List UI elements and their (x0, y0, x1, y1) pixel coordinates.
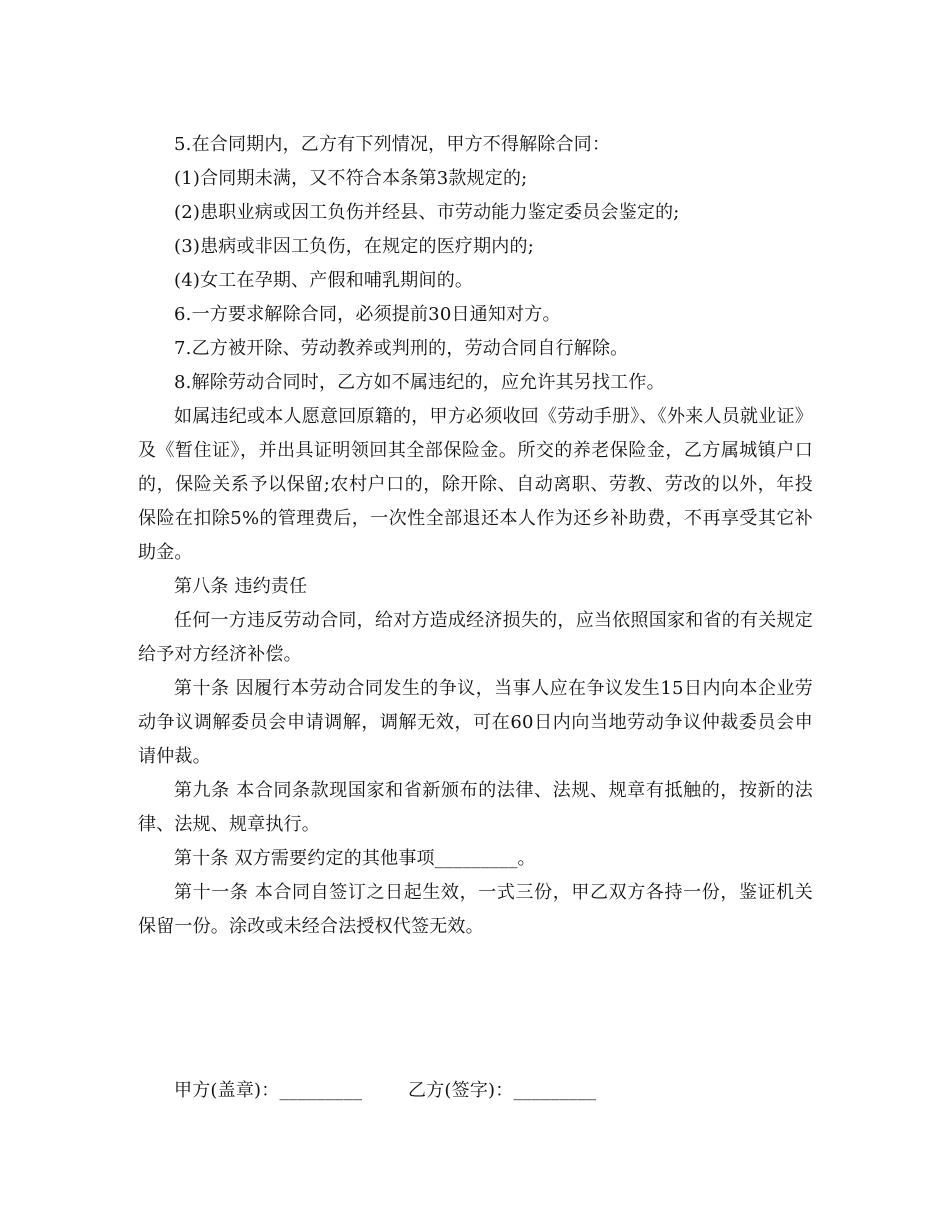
party-b-signature: 乙方(签字)：_________ (408, 1080, 597, 1101)
clause-5-item-2: (2)患职业病或因工负伤并经县、市劳动能力鉴定委员会鉴定的; (174, 202, 680, 223)
article-8-body: 任何一方违反劳动合同，给对方造成经济损失的，应当依照国家和省的有关规定给予对方经济补偿。 (138, 610, 813, 665)
clause-5-item-4: (4)女工在孕期、产假和哺乳期间的。 (174, 270, 474, 291)
clause-5-item-1: (1)合同期未满，又不符合本条第3款规定的; (174, 168, 528, 189)
party-a-signature: 甲方(盖章)：_________ (174, 1080, 363, 1101)
clause-6: 6.一方要求解除合同，必须提前30日通知对方。 (174, 304, 561, 325)
clause-5-item-3: (3)患病或非因工负伤，在规定的医疗期内的; (174, 236, 534, 257)
discipline-paragraph: 如属违纪或本人愿意回原籍的，甲方必须收回《劳动手册》、《外来人员就业证》及《暂住证》，并出具证明领回其全部保险金。所交的养老保险金，乙方属城镇户口的，保险关系予以保留;农村户口的，除开除、自动离职、劳教、劳改的以外，年投保险在扣除5%的管理费后，一次性全部退还本人作为还乡补助费，不再享受其它补助金。 (138, 406, 813, 563)
article-11: 第十一条 本合同自签订之日起生效，一式三份，甲乙双方各持一份，鉴证机关保留一份。涂改或未经合法授权代签无效。 (138, 882, 813, 937)
article-8-heading: 第八条 违约责任 (174, 576, 308, 597)
dispute-article: 第十条 因履行本劳动合同发生的争议，当事人应在争议发生15日内向本企业劳动争议调解委员会申请调解，调解无效，可在60日内向当地劳动争议仲裁委员会申请仲裁。 (138, 678, 813, 767)
clause-8: 8.解除劳动合同时，乙方如不属违纪的，应允许其另找工作。 (174, 372, 665, 393)
other-matters-article: 第十条 双方需要约定的其他事项_________。 (174, 848, 536, 869)
clause-5: 5.在合同期内，乙方有下列情况，甲方不得解除合同： (174, 134, 611, 155)
document-body (138, 128, 813, 944)
clause-7: 7.乙方被开除、劳动教养或判刑的，劳动合同自行解除。 (174, 338, 629, 359)
article-9: 第九条 本合同条款现国家和省新颁布的法律、法规、规章有抵触的，按新的法律、法规、规章执行。 (138, 780, 813, 835)
